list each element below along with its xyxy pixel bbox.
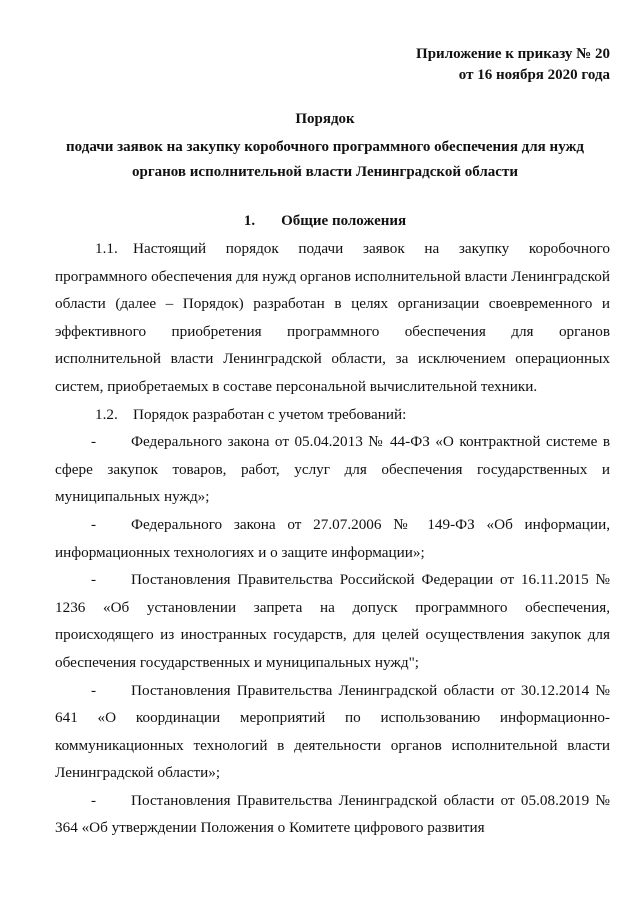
list-marker: -	[91, 433, 97, 451]
list-item-text: Федерального закона от 05.04.2013 № 44-ФЗ «О контрактной системе в сфере закупок товаров, работ, услуг для обеспечения государственных и муниципальных нужд»;	[55, 433, 610, 506]
title-line-3: органов исполнительной власти Ленинградской области	[132, 164, 518, 180]
paragraph-number: 1.2.	[95, 405, 118, 423]
section-number: 1.	[243, 213, 256, 229]
title-line-1: Порядок	[295, 111, 355, 127]
appendix-header	[416, 44, 610, 86]
list-item-resolution-1236	[55, 566, 610, 676]
appendix-line-2: от 16 ноября 2020 года	[458, 67, 610, 83]
list-item-resolution-641	[55, 677, 610, 787]
document-title	[40, 107, 610, 185]
paragraph-1-1	[55, 235, 610, 401]
list-marker: -	[91, 791, 97, 809]
list-item-law-149fz	[55, 511, 610, 566]
paragraph-1-2	[55, 401, 610, 429]
list-marker: -	[91, 571, 97, 589]
list-item-resolution-364	[55, 787, 610, 842]
list-item-text: Постановления Правительства Ленинградской области от 30.12.2014 № 641 «О координации мероприятий по использованию информационно-коммуникационных технологий в деятельности органов исполнительной власти Ленинградской области»;	[55, 681, 610, 782]
title-line-2: подачи заявок на закупку коробочного программного обеспечения для нужд	[66, 139, 584, 155]
paragraph-text: Порядок разработан с учетом требований:	[133, 405, 407, 423]
section-title: Общие положения	[281, 213, 407, 229]
paragraph-text: Настоящий порядок подачи заявок на закупку коробочного программного обеспечения для нужд органов исполнительной власти Ленинградской области (далее – Порядок) разработан в целях организации своевременного и эффективного приобретения программного обеспечения для органов исполнительной власти Ленинградской области, за исключением операционных систем, приобретаемых в составе персональной вычислительной техники.	[55, 240, 610, 395]
list-item-text: Постановления Правительства Ленинградской области от 05.08.2019 № 364 «Об утверждении Положения о Комитете цифрового развития	[55, 791, 610, 837]
document-body	[55, 235, 610, 842]
paragraph-number: 1.1.	[95, 240, 118, 257]
section-heading	[40, 210, 610, 232]
list-item-text: Постановления Правительства Российской Федерации от 16.11.2015 № 1236 «Об установлении запрета на допуск программного обеспечения, происходящего из иностранных государств, для целей осуществления закупок для обеспечения государственных и муниципальных нужд";	[55, 571, 610, 671]
list-item-text: Федерального закона от 27.07.2006 № 149-ФЗ «Об информации, информационных технологиях и о защите информации»;	[55, 515, 610, 561]
list-marker: -	[91, 515, 97, 533]
list-item-law-44fz	[55, 428, 610, 511]
appendix-line-1: Приложение к приказу № 20	[416, 46, 610, 62]
list-marker: -	[91, 681, 97, 699]
